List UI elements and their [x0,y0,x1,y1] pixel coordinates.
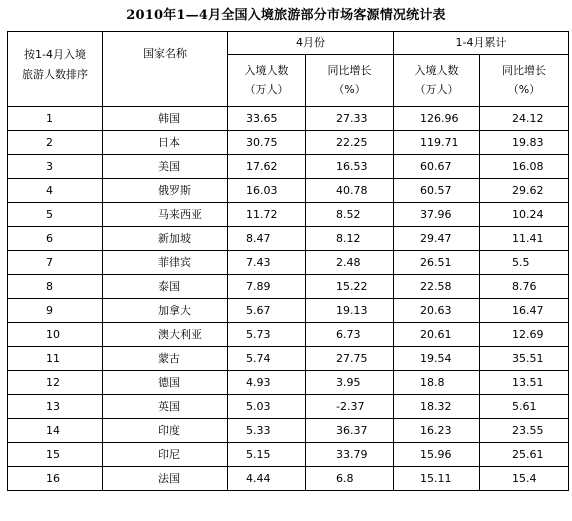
country-cell: 菲律宾 [103,251,228,275]
ytd-visitors-cell: 60.57 [394,179,480,203]
apr-visitors-cell: 7.89 [228,275,306,299]
ytd-growth-cell: 25.61 [480,443,569,467]
ytd-visitors-cell: 20.63 [394,299,480,323]
header-growth-line1: 同比增长 [502,64,546,77]
rank-cell: 12 [8,371,103,395]
ytd-visitors-cell: 29.47 [394,227,480,251]
country-cell: 俄罗斯 [103,179,228,203]
country-cell: 印度 [103,419,228,443]
ytd-growth-cell: 5.5 [480,251,569,275]
ytd-visitors-cell: 18.32 [394,395,480,419]
table-row [8,299,569,323]
table-row [8,131,569,155]
ytd-visitors-cell: 37.96 [394,203,480,227]
rank-cell: 13 [8,395,103,419]
header-ytd-growth [480,55,569,107]
apr-visitors-cell: 16.03 [228,179,306,203]
header-country: 国家名称 [103,32,228,107]
header-visitors-line2: （万人） [244,83,289,96]
country-cell: 泰国 [103,275,228,299]
country-cell: 蒙古 [103,347,228,371]
ytd-visitors-cell: 20.61 [394,323,480,347]
country-cell: 美国 [103,155,228,179]
ytd-growth-cell: 5.61 [480,395,569,419]
apr-growth-cell: 27.75 [306,347,394,371]
rank-cell: 1 [8,107,103,131]
apr-visitors-cell: 5.15 [228,443,306,467]
country-cell: 新加坡 [103,227,228,251]
table-row [8,155,569,179]
apr-growth-cell: -2.37 [306,395,394,419]
rank-cell: 11 [8,347,103,371]
ytd-growth-cell: 19.83 [480,131,569,155]
rank-cell: 15 [8,443,103,467]
header-ytd-group: 1-4月累计 [394,32,569,55]
header-visitors-line2: （万人） [414,83,459,96]
apr-growth-cell: 3.95 [306,371,394,395]
rank-cell: 8 [8,275,103,299]
ytd-growth-cell: 16.08 [480,155,569,179]
apr-visitors-cell: 8.47 [228,227,306,251]
apr-growth-cell: 8.12 [306,227,394,251]
apr-visitors-cell: 5.73 [228,323,306,347]
apr-visitors-cell: 11.72 [228,203,306,227]
apr-growth-cell: 16.53 [306,155,394,179]
apr-visitors-cell: 5.03 [228,395,306,419]
table-body [8,107,569,491]
table-row [8,371,569,395]
ytd-growth-cell: 11.41 [480,227,569,251]
header-growth-line2: （%） [333,83,366,96]
header-visitors-line1: 入境人数 [414,64,459,77]
rank-cell: 10 [8,323,103,347]
header-rank [8,32,103,107]
country-cell: 澳大利亚 [103,323,228,347]
apr-growth-cell: 27.33 [306,107,394,131]
table-row [8,179,569,203]
apr-growth-cell: 2.48 [306,251,394,275]
header-rank-line1: 按1-4月入境 [24,48,86,61]
ytd-growth-cell: 16.47 [480,299,569,323]
statistics-table [7,31,569,491]
country-cell: 德国 [103,371,228,395]
ytd-visitors-cell: 15.11 [394,467,480,491]
rank-cell: 2 [8,131,103,155]
rank-cell: 3 [8,155,103,179]
ytd-visitors-cell: 26.51 [394,251,480,275]
country-cell: 日本 [103,131,228,155]
apr-growth-cell: 8.52 [306,203,394,227]
apr-visitors-cell: 7.43 [228,251,306,275]
rank-cell: 7 [8,251,103,275]
apr-growth-cell: 15.22 [306,275,394,299]
rank-cell: 4 [8,179,103,203]
apr-growth-cell: 22.25 [306,131,394,155]
table-row [8,323,569,347]
country-cell: 印尼 [103,443,228,467]
country-cell: 法国 [103,467,228,491]
header-apr-growth [306,55,394,107]
ytd-visitors-cell: 126.96 [394,107,480,131]
table-row [8,251,569,275]
ytd-growth-cell: 13.51 [480,371,569,395]
header-ytd-visitors [394,55,480,107]
ytd-growth-cell: 24.12 [480,107,569,131]
table-row [8,443,569,467]
country-cell: 马来西亚 [103,203,228,227]
table-row [8,275,569,299]
ytd-visitors-cell: 22.58 [394,275,480,299]
apr-visitors-cell: 30.75 [228,131,306,155]
ytd-visitors-cell: 60.67 [394,155,480,179]
ytd-growth-cell: 23.55 [480,419,569,443]
rank-cell: 14 [8,419,103,443]
page-title: 2010年1—4月全国入境旅游部分市场客源情况统计表 [126,8,446,23]
country-cell: 加拿大 [103,299,228,323]
ytd-growth-cell: 35.51 [480,347,569,371]
apr-growth-cell: 33.79 [306,443,394,467]
table-row [8,395,569,419]
apr-growth-cell: 6.73 [306,323,394,347]
apr-growth-cell: 19.13 [306,299,394,323]
header-apr-visitors [228,55,306,107]
ytd-growth-cell: 12.69 [480,323,569,347]
ytd-growth-cell: 10.24 [480,203,569,227]
apr-visitors-cell: 4.44 [228,467,306,491]
ytd-visitors-cell: 19.54 [394,347,480,371]
header-visitors-line1: 入境人数 [244,64,289,77]
ytd-growth-cell: 29.62 [480,179,569,203]
table-row [8,347,569,371]
apr-visitors-cell: 5.67 [228,299,306,323]
rank-cell: 9 [8,299,103,323]
table-row [8,107,569,131]
apr-growth-cell: 40.78 [306,179,394,203]
header-growth-line2: （%） [507,83,541,96]
apr-visitors-cell: 5.74 [228,347,306,371]
rank-cell: 5 [8,203,103,227]
rank-cell: 6 [8,227,103,251]
rank-cell: 16 [8,467,103,491]
ytd-growth-cell: 8.76 [480,275,569,299]
country-cell: 英国 [103,395,228,419]
header-rank-line2: 旅游人数排序 [22,68,88,81]
apr-visitors-cell: 17.62 [228,155,306,179]
apr-growth-cell: 6.8 [306,467,394,491]
country-cell: 韩国 [103,107,228,131]
apr-growth-cell: 36.37 [306,419,394,443]
table-row [8,419,569,443]
ytd-visitors-cell: 16.23 [394,419,480,443]
apr-visitors-cell: 33.65 [228,107,306,131]
apr-visitors-cell: 4.93 [228,371,306,395]
table-row [8,227,569,251]
ytd-visitors-cell: 15.96 [394,443,480,467]
table-row [8,467,569,491]
ytd-visitors-cell: 119.71 [394,131,480,155]
header-april-group: 4月份 [228,32,394,55]
ytd-visitors-cell: 18.8 [394,371,480,395]
table-row [8,203,569,227]
ytd-growth-cell: 15.4 [480,467,569,491]
apr-visitors-cell: 5.33 [228,419,306,443]
header-growth-line1: 同比增长 [327,64,372,77]
